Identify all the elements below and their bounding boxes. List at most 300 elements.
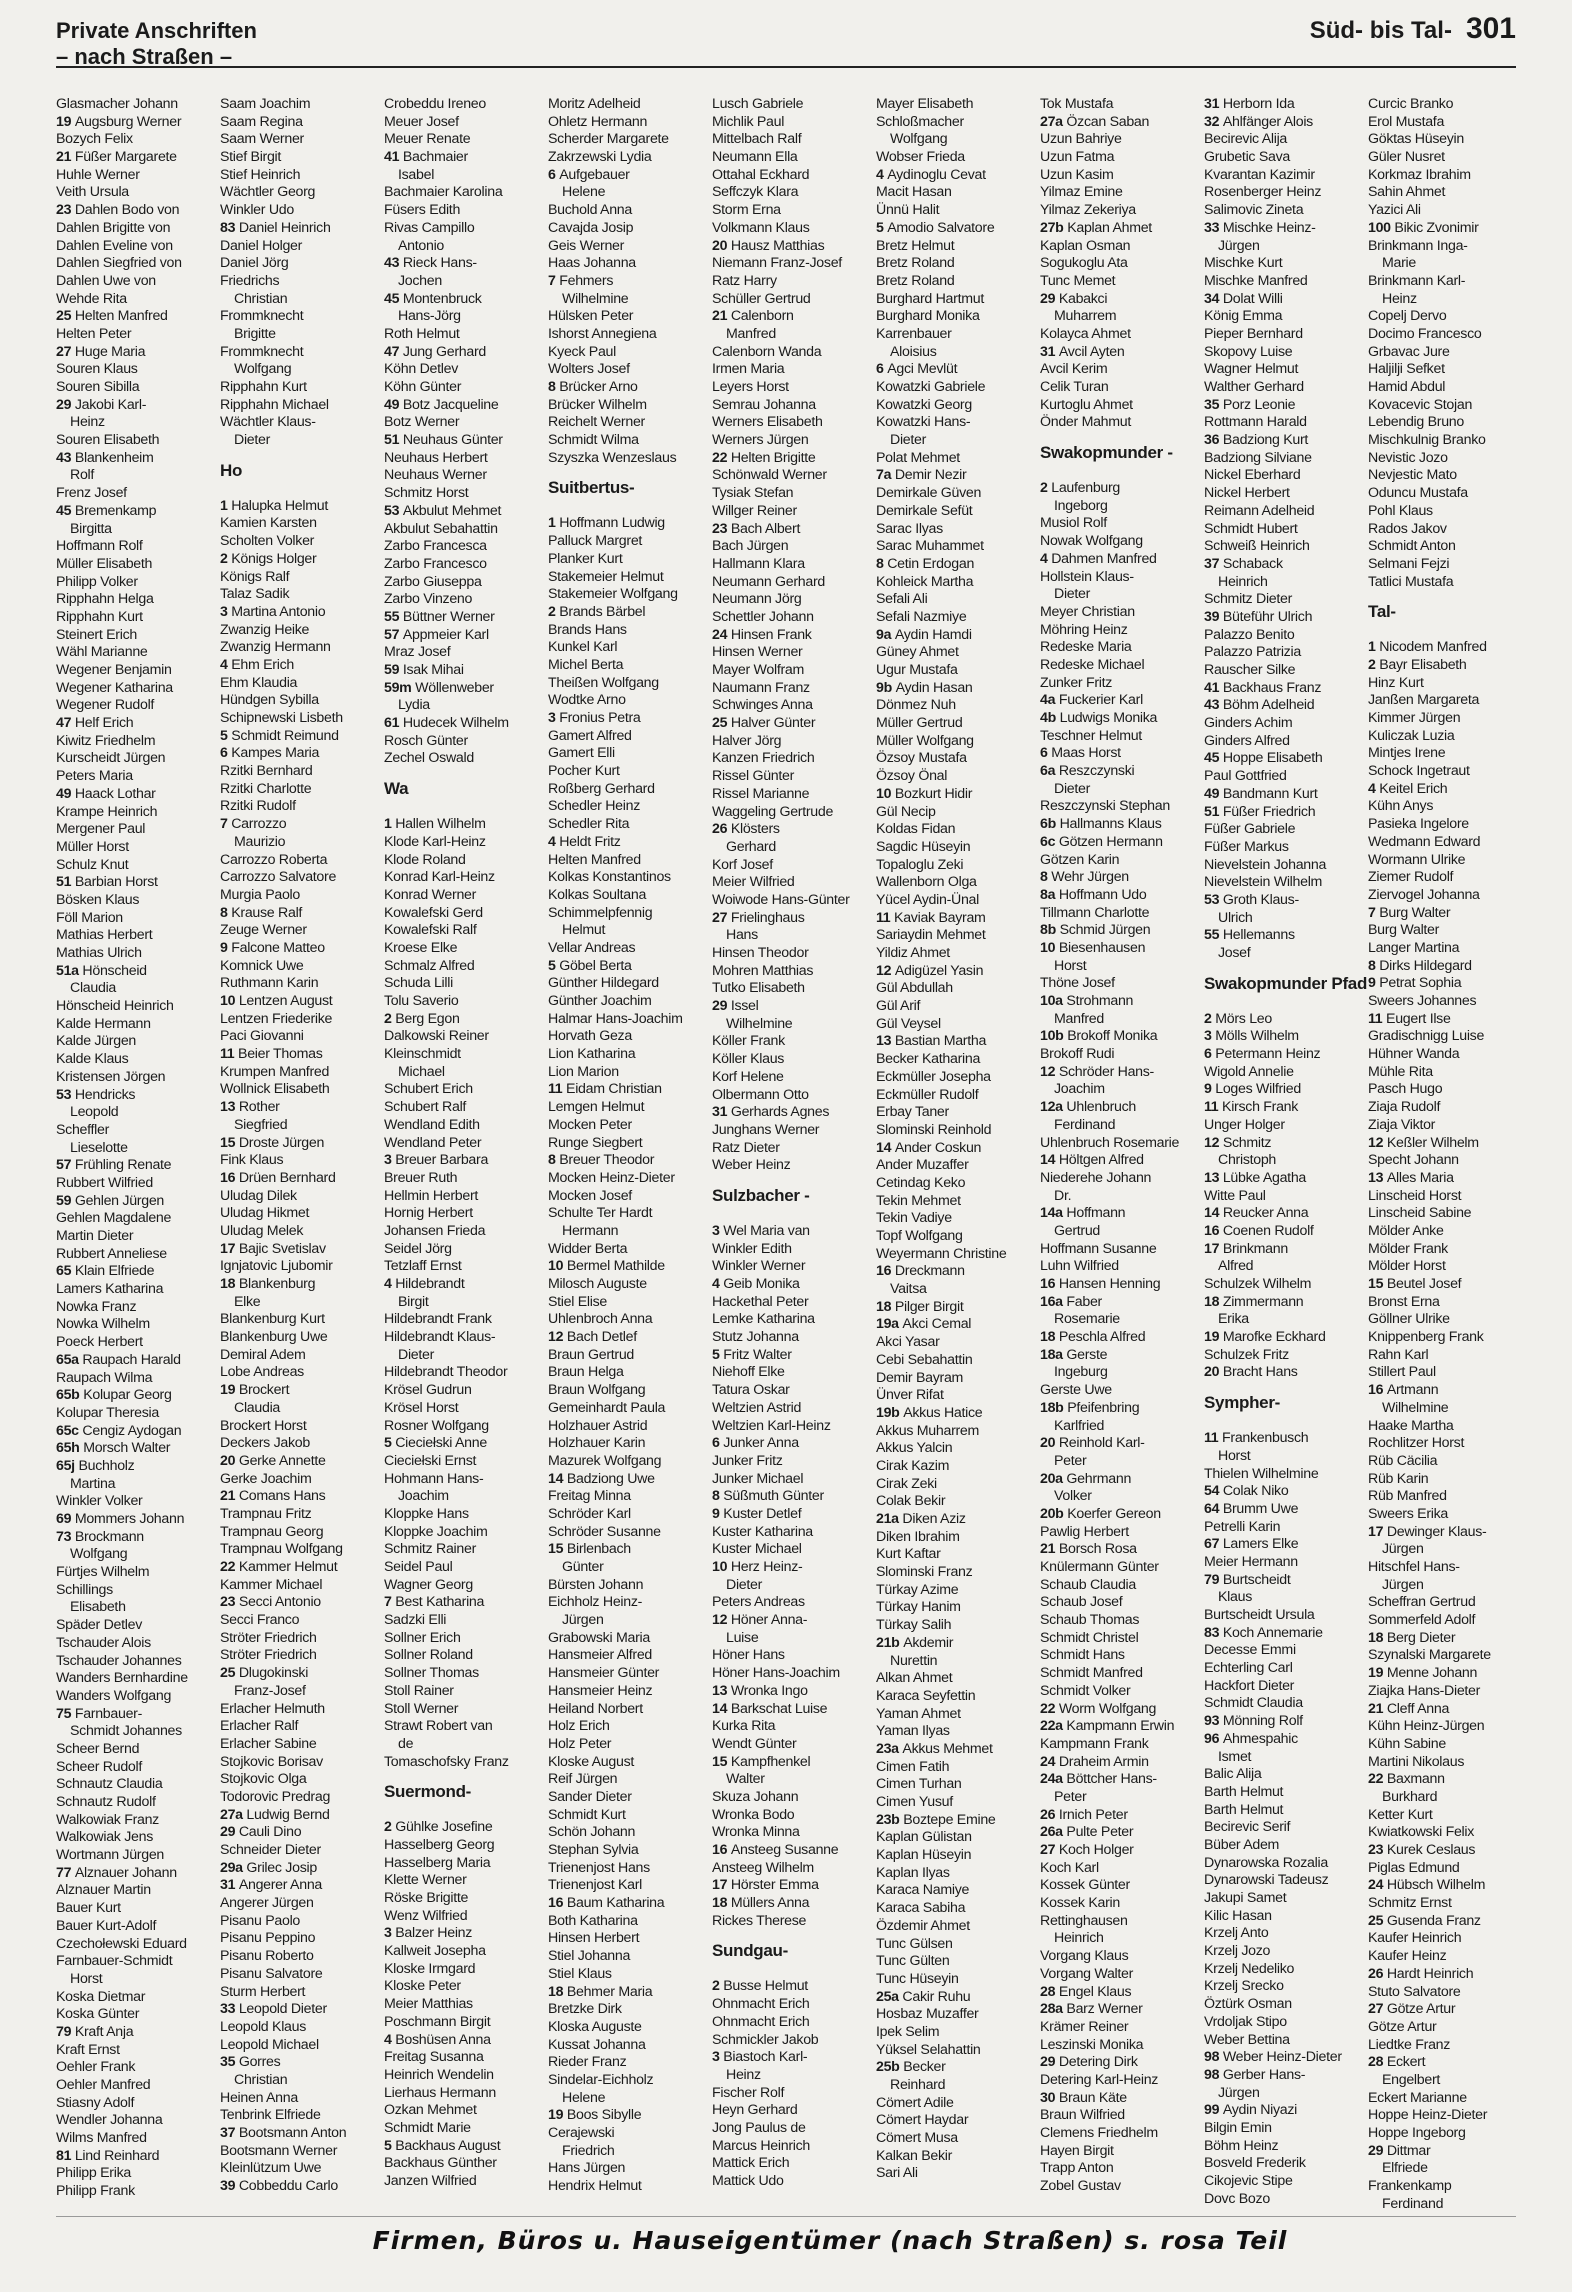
resident-entry: Woiwode Hans-Günter [712, 891, 850, 908]
resident-name: Hansen Henning [1058, 1276, 1161, 1292]
resident-entry: Meier Matthias [384, 1996, 473, 2013]
house-number: 33 [1204, 219, 1223, 236]
resident-entry: Kussat Johanna [548, 2036, 646, 2053]
resident-entry: Schön Johann [548, 1824, 636, 1841]
house-number: 25 [712, 715, 731, 732]
resident-entry [1040, 887, 1204, 905]
house-number: 22 [712, 449, 731, 466]
resident-name: Diken Aziz [902, 1511, 966, 1527]
resident-entry: Niederehe Johann [1040, 1169, 1152, 1186]
resident-name: Büteführ Ulrich [1222, 608, 1313, 625]
entry-continuation: Karlfried [1054, 1417, 1105, 1434]
resident-entry: Selmani Fejzi [1368, 555, 1450, 572]
resident-entry: Cerajewski [548, 2125, 615, 2141]
resident-entry: Kurscheidt Jürgen [56, 750, 166, 767]
resident-entry: Krämer Reiner [1040, 2018, 1129, 2035]
resident-name: Hildebrandt [395, 1276, 465, 1292]
resident-entry: Dahlen Siegfried von [56, 255, 182, 272]
resident-entry: Wronka Bodo [712, 1806, 795, 1823]
resident-entry: Rottmann Harald [1204, 414, 1307, 431]
entry-continuation: Claudia [70, 980, 117, 997]
resident-entry: Becirevic Serif [1204, 1819, 1291, 1836]
resident-name: Becker [903, 2059, 946, 2076]
resident-entry: Hinsen Theodor [712, 945, 809, 961]
resident-entry: Schulzek Fritz [1204, 1346, 1289, 1363]
resident-entry: Theißen Wolfgang [548, 674, 659, 691]
resident-entry: Koska Dietmar [56, 1988, 146, 2005]
resident-entry [1368, 958, 1532, 976]
house-number: 11 [876, 909, 895, 926]
resident-entry: Stiel Johanna [548, 1948, 631, 1965]
resident-entry: Kaplan Gülistan [876, 1829, 972, 1846]
resident-entry: Köller Frank [712, 1033, 785, 1050]
resident-name: Halupka Helmut [231, 497, 328, 514]
resident-entry: Scheer Rudolf [56, 1758, 143, 1775]
resident-entry: Crobeddu Ireneo [384, 96, 486, 112]
resident-entry [1040, 480, 1204, 498]
resident-entry: Glasmacher Johann [56, 96, 178, 112]
house-number: 3 [384, 1925, 396, 1942]
resident-entry: Kaufer Heinz [1368, 1948, 1447, 1965]
resident-entry: Ripphahn Michael [220, 396, 329, 413]
resident-entry: Mergener Paul [56, 821, 146, 838]
resident-entry: Mraz Josef [384, 644, 451, 661]
resident-entry [56, 715, 220, 733]
resident-entry: Karaca Namiye [876, 1882, 970, 1899]
resident-entry [876, 1635, 1040, 1653]
section-title-line2: – nach Straßen – [56, 44, 233, 69]
resident-entry: Kyeck Paul [548, 343, 616, 360]
resident-entry: Burghard Hartmut [876, 290, 984, 307]
resident-entry: Hoppe Ingeborg [1368, 2125, 1466, 2141]
house-number: 69 [56, 1511, 75, 1527]
resident-entry: Rettinghausen [1040, 1912, 1128, 1929]
resident-entry: Kowalefski Ralf [384, 922, 477, 939]
resident-entry: Stiel Klaus [548, 1965, 612, 1982]
resident-name: Barkschat Luise [730, 1700, 828, 1717]
house-number: 4 [548, 833, 560, 850]
resident-entry: Braun Gertrud [548, 1346, 634, 1363]
resident-name: Kabakci [1058, 290, 1108, 307]
house-number: 12a [1040, 1099, 1067, 1116]
resident-name: Rieck Hans- [402, 255, 477, 272]
resident-name: Herz Heinz- [730, 1559, 803, 1575]
resident-entry: Diken Ibrahim [876, 1528, 960, 1545]
house-number: 4 [876, 166, 888, 183]
resident-entry [1040, 1099, 1204, 1117]
house-number: 21 [1368, 1700, 1387, 1717]
resident-entry: Kunkel Karl [548, 639, 618, 656]
resident-name: Heldt Fritz [559, 833, 621, 850]
resident-entry [56, 1087, 220, 1105]
resident-entry: Topf Wolfgang [876, 1228, 963, 1244]
resident-entry: Müller Elisabeth [56, 555, 153, 572]
resident-entry [1040, 1276, 1204, 1294]
entry-continuation: Rolf [70, 467, 95, 484]
resident-entry: Kloppke Joachim [384, 1523, 488, 1540]
resident-entry: Volkmann Klaus [712, 219, 810, 236]
resident-name: Burtscheidt [1222, 1571, 1291, 1588]
resident-entry [1204, 1483, 1368, 1501]
resident-entry [712, 1683, 876, 1701]
resident-entry: Kolkas Soultana [548, 886, 647, 903]
resident-entry: Cömert Musa [876, 2130, 958, 2147]
resident-name: Bach Detlef [566, 1329, 637, 1346]
resident-entry [1204, 397, 1368, 415]
house-number: 96 [1204, 1730, 1223, 1747]
resident-entry: Holzhauer Astrid [548, 1417, 648, 1434]
resident-entry: Janßen Margareta [1368, 692, 1480, 709]
resident-entry: Hornig Herbert [384, 1205, 473, 1222]
resident-entry: Petrelli Karin [1204, 1518, 1281, 1535]
resident-entry: Stief Heinrich [220, 166, 301, 183]
resident-entry: Roßberg Gerhard [548, 780, 655, 797]
resident-entry [712, 715, 876, 733]
section-title [56, 18, 257, 70]
resident-entry: Brücker Wilhelm [548, 396, 647, 413]
resident-entry: Nickel Eberhard [1204, 467, 1301, 484]
entry-continuation: Gerhard [726, 838, 776, 855]
resident-entry: Cömert Adile [876, 2094, 954, 2111]
resident-entry [1040, 551, 1204, 569]
resident-entry: Hans Jürgen [548, 2160, 626, 2177]
house-number: 10a [1040, 993, 1067, 1009]
resident-name: Fronius Petra [559, 710, 641, 726]
resident-entry [220, 1135, 384, 1153]
house-number: 17 [220, 1240, 239, 1257]
resident-entry [220, 220, 384, 238]
spacer [1040, 432, 1204, 438]
resident-entry: Yücel Aydin-Ünal [876, 891, 979, 908]
resident-name: Hoffmann [1066, 1205, 1126, 1222]
resident-entry: Nievelstein Johanna [1204, 856, 1327, 873]
house-number: 49 [56, 785, 75, 802]
resident-entry: Neuhaus Werner [384, 467, 487, 484]
house-number: 19 [1368, 1665, 1387, 1682]
resident-entry: Yilmaz Emine [1040, 184, 1123, 201]
resident-entry [384, 291, 548, 309]
house-number: 20 [1040, 1435, 1059, 1452]
house-number: 29 [1368, 2142, 1387, 2159]
resident-entry: Frommknecht [220, 308, 304, 325]
resident-entry: Nevistic Jozo [1368, 449, 1448, 466]
resident-entry [1204, 1572, 1368, 1590]
resident-entry: Nowak Wolfgang [1040, 533, 1143, 550]
directory-column [1368, 96, 1532, 2211]
resident-entry: Wobser Frieda [876, 149, 965, 166]
resident-name: Helten Manfred [74, 308, 168, 325]
resident-entry: Krumpen Manfred [220, 1063, 330, 1080]
resident-entry [548, 167, 712, 185]
house-number: 18b [1040, 1399, 1068, 1416]
resident-entry: Kolayca Ahmet [1040, 325, 1131, 342]
resident-entry: Mischkulnig Branko [1368, 432, 1486, 449]
house-number: 10 [548, 1258, 567, 1275]
resident-entry: Kühn Sabine [1368, 1735, 1446, 1752]
entry-continuation: Jürgen [562, 1612, 604, 1629]
resident-name: Ahmespahic [1222, 1730, 1298, 1747]
resident-entry [1368, 1524, 1532, 1542]
resident-entry [56, 1440, 220, 1458]
house-number: 10b [1040, 1028, 1068, 1045]
resident-entry: Krzelj Srecko [1204, 1978, 1284, 1995]
resident-entry [1204, 1364, 1368, 1382]
resident-entry: Erlacher Helmuth [220, 1700, 325, 1717]
entry-continuation: Isabel [398, 166, 435, 183]
house-number: 2 [220, 550, 232, 567]
house-number: 47 [56, 715, 75, 732]
resident-entry: Veith Ursula [56, 184, 129, 201]
resident-entry [1204, 927, 1368, 945]
house-number: 9a [876, 626, 895, 643]
house-number: 9 [1368, 975, 1380, 992]
resident-name: Botz Jacqueline [402, 396, 499, 413]
resident-entry: Trienenjost Karl [548, 1877, 643, 1894]
house-number: 18 [548, 1983, 567, 2000]
house-number: 25a [876, 1988, 903, 2005]
house-number: 27 [1040, 1842, 1059, 1858]
resident-entry [1040, 1152, 1204, 1170]
resident-entry [548, 1152, 712, 1170]
resident-entry: Trampnau Wolfgang [220, 1541, 343, 1558]
resident-entry: Thöne Josef [1040, 975, 1115, 992]
house-number: 8 [548, 1152, 560, 1169]
resident-entry: Braun Wilfried [1040, 2107, 1125, 2124]
resident-name: Hudecek Wilhelm [402, 715, 509, 732]
resident-name: Drüen Bernhard [238, 1169, 336, 1186]
entry-continuation: Elfriede [1382, 2160, 1428, 2177]
house-number: 17 [712, 1877, 731, 1894]
resident-entry: Echterling Carl [1204, 1660, 1293, 1677]
entry-continuation: Franz-Josef [234, 1682, 306, 1699]
house-number: 65a [56, 1351, 83, 1368]
resident-entry: Wronka Minna [712, 1824, 800, 1841]
resident-name: Avcil Ayten [1058, 343, 1125, 360]
resident-entry: Scheffran Gertrud [1368, 1594, 1476, 1611]
resident-entry: Wendt Günter [712, 1735, 797, 1752]
entry-continuation: Peter [1054, 1452, 1087, 1469]
resident-entry [384, 609, 548, 627]
house-number: 10 [1040, 939, 1059, 956]
resident-name: Königs Holger [231, 550, 317, 567]
resident-entry [1368, 1966, 1532, 1984]
resident-name: Reinhold Karl- [1058, 1435, 1145, 1452]
resident-entry: Kallweit Josepha [384, 1943, 486, 1960]
resident-entry: Ziaja Viktor [1368, 1116, 1436, 1133]
resident-entry: Neumann Gerhard [712, 573, 826, 590]
resident-entry [548, 1541, 712, 1559]
resident-name: Zimmermann [1222, 1293, 1304, 1310]
resident-name: Akbulut Mehmet [402, 502, 502, 519]
resident-entry [1204, 432, 1368, 450]
entry-continuation: Helmut [562, 922, 606, 939]
resident-entry [712, 2049, 876, 2067]
entry-continuation: de [398, 1735, 414, 1752]
resident-entry: Bachmaier Karolina [384, 184, 503, 201]
resident-entry: Winkler Volker [56, 1493, 143, 1510]
resident-entry: Ozkan Mehmet [384, 2102, 477, 2119]
house-number: 25b [876, 2059, 904, 2076]
resident-entry: Pocher Kurt [548, 763, 620, 780]
resident-entry [384, 432, 548, 450]
resident-entry: Wächtler Georg [220, 184, 316, 201]
house-number: 16 [1040, 1276, 1059, 1292]
house-number: 98 [1204, 2066, 1223, 2083]
resident-name: Götze Artur [1386, 2001, 1456, 2018]
resident-entry [220, 657, 384, 675]
resident-name: Kammer Helmut [238, 1559, 338, 1575]
resident-entry: Röske Brigitte [384, 1890, 469, 1906]
resident-name: Reszczynski [1058, 763, 1135, 780]
resident-name: Blankenburg [238, 1276, 316, 1292]
house-number: 23 [712, 520, 731, 537]
resident-entry: Ansteeg Wilhelm [712, 1859, 814, 1876]
resident-entry: Schmidt Marie [384, 2119, 471, 2136]
resident-entry: Cimen Yusuf [876, 1794, 953, 1810]
resident-name: Höner Anna- [730, 1612, 808, 1629]
resident-entry: Schmidt Anton [1368, 538, 1456, 555]
resident-entry: Dahlen Brigitte von [56, 219, 171, 236]
resident-name: Mönning Rolf [1222, 1713, 1303, 1730]
resident-entry: Ottahal Eckhard [712, 166, 810, 183]
resident-entry: Wedmann Edward [1368, 833, 1481, 850]
resident-entry: Zwanzig Hermann [220, 639, 331, 656]
resident-entry: Nievelstein Wilhelm [1204, 874, 1323, 891]
resident-name: Gerhards Agnes [730, 1104, 830, 1121]
resident-entry: Meier Wilfried [712, 874, 795, 891]
resident-entry [1368, 905, 1532, 923]
resident-name: Cengiz Aydogan [82, 1422, 182, 1439]
resident-entry: Sander Dieter [548, 1788, 632, 1805]
house-number: 6 [876, 361, 888, 378]
entry-continuation: Leopold [70, 1104, 119, 1121]
street-heading: Suitbertus- [548, 478, 635, 498]
resident-name: Ansteeg Susanne [730, 1842, 839, 1858]
house-number: 57 [56, 1157, 75, 1174]
entry-continuation: Lieselotte [70, 1139, 128, 1156]
resident-entry [548, 2107, 712, 2125]
house-number: 6c [1040, 833, 1059, 850]
house-number: 15 [548, 1541, 567, 1558]
resident-entry: Akkus Muharrem [876, 1422, 980, 1439]
resident-entry [876, 467, 1040, 485]
entry-continuation: Elke [234, 1293, 261, 1310]
resident-entry [220, 1170, 384, 1188]
resident-name: Cetin Erdogan [887, 555, 975, 572]
resident-name: Borsch Rosa [1058, 1541, 1137, 1558]
house-number: 77 [56, 1864, 75, 1881]
resident-entry [1368, 1630, 1532, 1648]
house-number: 18a [1040, 1346, 1067, 1363]
resident-entry [1204, 1099, 1368, 1117]
resident-entry: Tunc Memet [1040, 272, 1116, 289]
resident-entry: Mathias Herbert [56, 927, 153, 944]
resident-entry [1040, 2001, 1204, 2019]
resident-entry: Hitschfel Hans- [1368, 1559, 1460, 1575]
resident-name: Cauli Dino [238, 1824, 302, 1841]
resident-entry: Balic Alija [1204, 1766, 1262, 1783]
resident-entry: Lobe Andreas [220, 1364, 304, 1381]
resident-entry [220, 1488, 384, 1506]
resident-entry [220, 1824, 384, 1842]
resident-entry: Fink Klaus [220, 1152, 284, 1169]
street-heading: Sympher- [1204, 1393, 1281, 1413]
resident-entry [1204, 1294, 1368, 1312]
house-number: 29 [1040, 2054, 1059, 2071]
resident-entry [712, 1559, 876, 1577]
resident-entry: Uhlenbruch Rosemarie [1040, 1134, 1180, 1151]
house-number: 41 [1204, 679, 1223, 696]
house-number: 12 [1204, 1134, 1223, 1151]
resident-entry [220, 1099, 384, 1117]
resident-entry [876, 1989, 1040, 2007]
house-number: 39 [220, 2178, 239, 2195]
house-number: 8 [1040, 869, 1052, 886]
house-number: 25 [56, 308, 75, 325]
resident-entry [876, 786, 1040, 804]
resident-name: Helten Brigitte [730, 449, 816, 466]
resident-entry: Bosveld Frederik [1204, 2155, 1306, 2172]
house-number: 11 [1204, 1430, 1223, 1447]
resident-name: Lind Reinhard [74, 2147, 160, 2164]
house-number: 55 [1204, 927, 1223, 944]
resident-entry [1040, 344, 1204, 362]
resident-name: Cleff Anna [1386, 1700, 1450, 1717]
resident-entry: Jong Paulus de [712, 2119, 806, 2136]
entry-continuation: Klaus [1218, 1589, 1252, 1606]
entry-continuation: Dieter [1054, 780, 1091, 797]
resident-entry: Tatura Oskar [712, 1382, 790, 1399]
house-number: 19 [548, 2107, 567, 2124]
resident-name: Frühling Renate [74, 1157, 172, 1174]
resident-name: Bachmaier [402, 149, 468, 166]
resident-name: Calenborn [730, 308, 794, 325]
resident-entry: Dalkowski Reiner [384, 1028, 489, 1045]
resident-entry: Wagner Helmut [1204, 361, 1299, 378]
resident-entry: Heinrich Wendelin [384, 2066, 494, 2083]
house-number: 83 [1204, 1624, 1223, 1641]
resident-name: Böttcher Hans- [1066, 1771, 1157, 1788]
resident-entry: Schmidt Christel [1040, 1629, 1139, 1646]
resident-entry [220, 905, 384, 923]
resident-name: Badziong Uwe [566, 1470, 655, 1487]
resident-entry: Cetindag Keko [876, 1174, 966, 1191]
resident-entry [220, 1594, 384, 1612]
resident-name: Klain Elfriede [74, 1263, 155, 1280]
resident-entry: Kuster Michael [712, 1541, 802, 1558]
resident-entry: Schubert Erich [384, 1081, 473, 1098]
entry-continuation: Joachim [1054, 1081, 1105, 1098]
resident-entry: Uzun Bahriye [1040, 131, 1122, 148]
resident-entry [56, 963, 220, 981]
resident-entry: Cirak Zeki [876, 1475, 937, 1492]
house-number: 5 [384, 2137, 396, 2154]
resident-entry: Yaman Ahmet [876, 1705, 961, 1722]
house-number: 21 [220, 1488, 239, 1505]
resident-entry: Mathias Ulrich [56, 945, 142, 961]
resident-name: Hörster Emma [730, 1877, 819, 1894]
resident-entry: Schaub Thomas [1040, 1612, 1140, 1629]
resident-entry [876, 1140, 1040, 1158]
resident-name: Fritz Walter [723, 1346, 792, 1363]
house-number: 37 [220, 2125, 239, 2141]
resident-entry: Ohnmacht Erich [712, 1996, 810, 2013]
resident-entry: Mintjes Irene [1368, 745, 1446, 762]
spacer [384, 1771, 548, 1777]
resident-entry: Souren Sibilla [56, 379, 140, 395]
resident-name: Bandmann Kurt [1222, 785, 1318, 802]
house-number: 11 [548, 1081, 567, 1098]
